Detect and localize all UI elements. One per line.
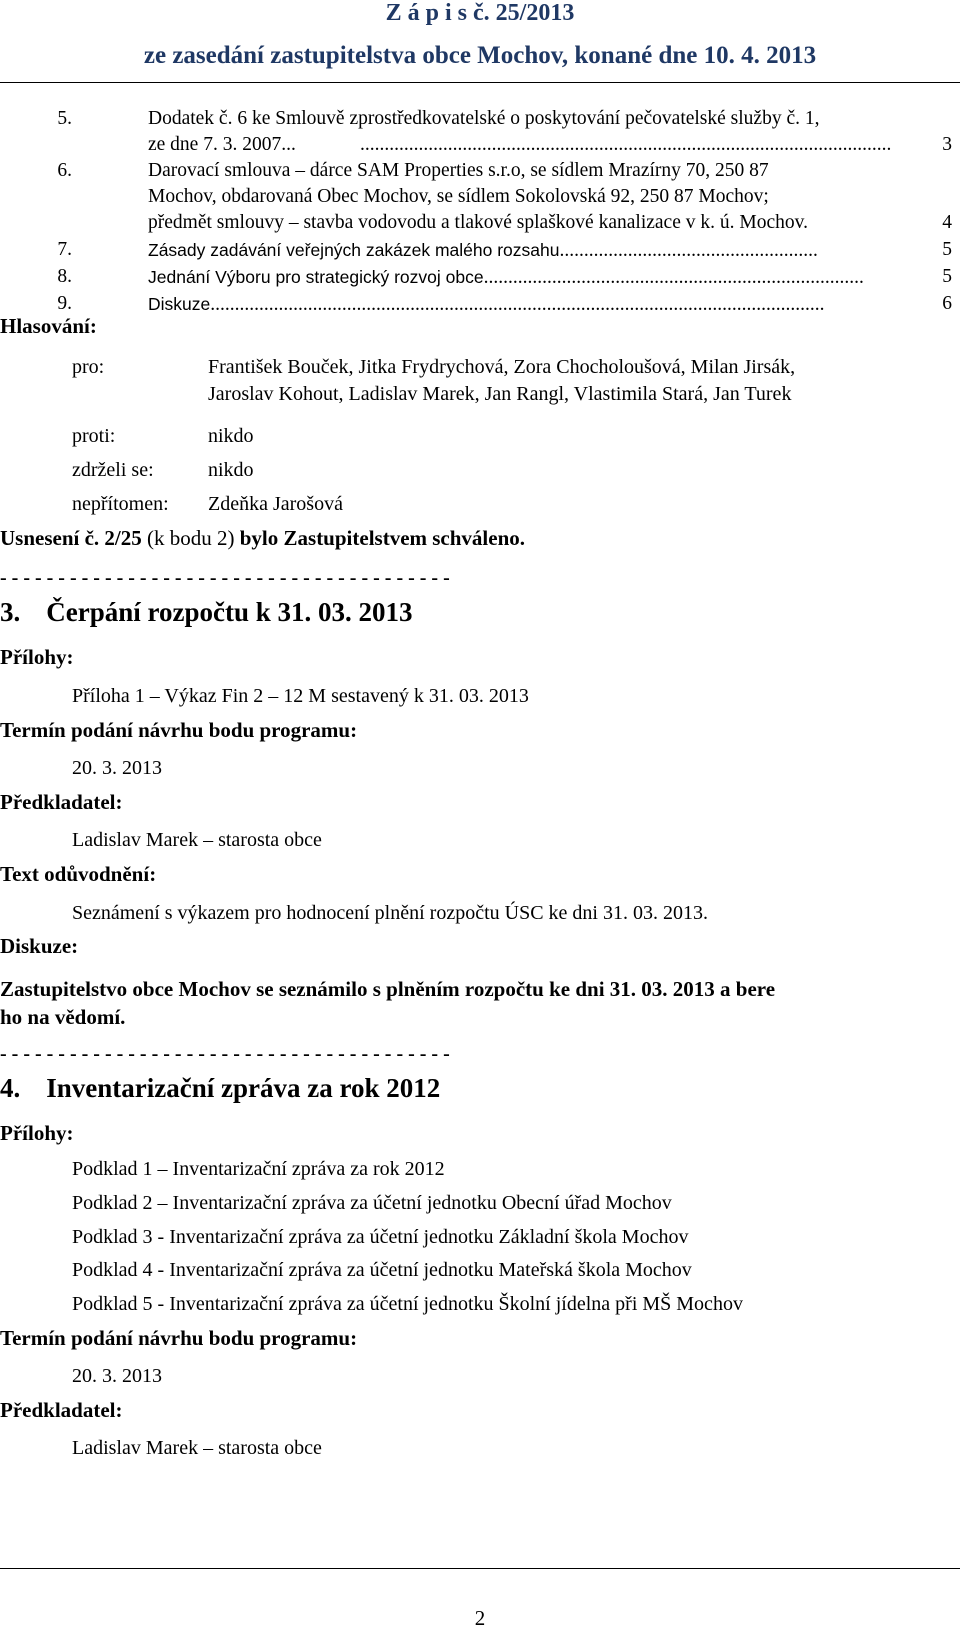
toc-item-line: předmět smlouvy – stavba vodovodu a tlakové splaškové kanalizace v k. ú. Mochov. (148, 212, 808, 233)
justification-text: Seznámení s výkazem pro hodnocení plnění rozpočtu ÚSC ke dni 31. 03. 2013. (72, 902, 708, 924)
voting-proti-label: proti: (72, 425, 116, 447)
toc-item-line: Dodatek č. 6 ke Smlouvě zprostředkovatelské o poskytování pečovatelské služby č. 1, (148, 108, 820, 129)
submitter-label: Předkladatel: (0, 790, 123, 814)
conclusion-text: Zastupitelstvo obce Mochov se seznámilo s plněním rozpočtu ke dni 31. 03. 2013 a bere (0, 977, 776, 1001)
voting-absent-value: Zdeňka Jarošová (208, 493, 343, 515)
toc-item-line: Darovací smlouva – dárce SAM Properties s.r.o, se sídlem Mrazírny 70, 250 87 (148, 160, 769, 181)
toc-item-line: Zásady zadávání veřejných zakázek malého rozsahu..................................................... (148, 240, 818, 261)
separator-line: - - - - - - - - - - - - - - - - - - - - - - - - - - - - - - - - - - - - - - - (0, 1043, 450, 1065)
submitter-label: Předkladatel: (0, 1398, 123, 1422)
voting-pro-names: Jaroslav Kohout, Ladislav Marek, Jan Rangl, Vlastimila Stará, Jan Turek (208, 383, 792, 405)
conclusion-text: ho na vědomí. (0, 1005, 126, 1029)
attachment-item: Podklad 4 - Inventarizační zpráva za účetní jednotku Mateřská škola Mochov (72, 1259, 692, 1281)
submitter-value: Ladislav Marek – starosta obce (72, 1437, 322, 1459)
justification-label: Text odůvodnění: (0, 862, 157, 886)
attachment-item: Podklad 1 – Inventarizační zpráva za rok 2012 (72, 1158, 445, 1180)
toc-item-number: 8. (57, 266, 72, 287)
attachment-item: Příloha 1 – Výkaz Fin 2 – 12 M sestavený k 31. 03. 2013 (72, 685, 529, 707)
toc-page-number: 5 (942, 239, 952, 260)
toc-leader-dots: ............................................................................................................. (360, 134, 892, 155)
voting-pro-label: pro: (72, 356, 105, 378)
toc-item-line: ze dne 7. 3. 2007... (148, 134, 296, 155)
voting-pro-names: František Bouček, Jitka Frydrychová, Zora Chocholoušová, Milan Jirsák, (208, 356, 796, 378)
attachment-item: Podklad 3 - Inventarizační zpráva za účetní jednotku Základní škola Mochov (72, 1226, 689, 1248)
submitter-value: Ladislav Marek – starosta obce (72, 829, 322, 851)
voting-proti-value: nikdo (208, 425, 254, 447)
header-rule (0, 82, 960, 83)
attachments-label: Přílohy: (0, 1121, 74, 1145)
page-number: 2 (474, 1606, 486, 1630)
toc-item-number: 6. (57, 160, 72, 181)
separator-line: - - - - - - - - - - - - - - - - - - - - - - - - - - - - - - - - - - - - - - - (0, 567, 450, 589)
voting-abstained-value: nikdo (208, 459, 254, 481)
toc-item-line: Diskuze.............................................................................................................................. (148, 294, 825, 315)
voting-abstained-label: zdrželi se: (72, 459, 154, 481)
footer-rule (0, 1568, 960, 1569)
attachment-item: Podklad 2 – Inventarizační zpráva za účetní jednotku Obecní úřad Mochov (72, 1192, 672, 1214)
toc-item-number: 9. (57, 293, 72, 314)
attachment-item: Podklad 5 - Inventarizační zpráva za účetní jednotku Školní jídelna při MŠ Mochov (72, 1293, 743, 1315)
section-3-heading: 3. Čerpání rozpočtu k 31. 03. 2013 (0, 597, 413, 627)
deadline-label: Termín podání návrhu bodu programu: (0, 1326, 358, 1350)
document-title: Z á p i s č. 25/2013 (385, 0, 575, 26)
toc-item-number: 7. (57, 239, 72, 260)
toc-item-line: Mochov, obdarovaná Obec Mochov, se sídlem Sokolovská 92, 250 87 Mochov; (148, 186, 769, 207)
toc-item-line: Jednání Výboru pro strategický rozvoj obce.............................................................................. (148, 267, 864, 288)
deadline-label: Termín podání návrhu bodu programu: (0, 718, 358, 742)
resolution-line: Usnesení č. 2/25 (k bodu 2) bylo Zastupitelstvem schváleno. (0, 526, 526, 550)
toc-item-number: 5. (57, 108, 72, 129)
voting-absent-label: nepřítomen: (72, 493, 169, 515)
deadline-value: 20. 3. 2013 (72, 1365, 162, 1387)
toc-page-number: 4 (942, 212, 952, 233)
deadline-value: 20. 3. 2013 (72, 757, 162, 779)
voting-label: Hlasování: (0, 314, 97, 338)
discussion-label: Diskuze: (0, 934, 79, 958)
attachments-label: Přílohy: (0, 645, 74, 669)
toc-page-number: 6 (942, 293, 952, 314)
section-4-heading: 4. Inventarizační zpráva za rok 2012 (0, 1073, 441, 1103)
toc-page-number: 5 (942, 266, 952, 287)
document-subtitle: ze zasedání zastupitelstva obce Mochov, konané dne 10. 4. 2013 (143, 42, 817, 69)
toc-page-number: 3 (942, 134, 952, 155)
